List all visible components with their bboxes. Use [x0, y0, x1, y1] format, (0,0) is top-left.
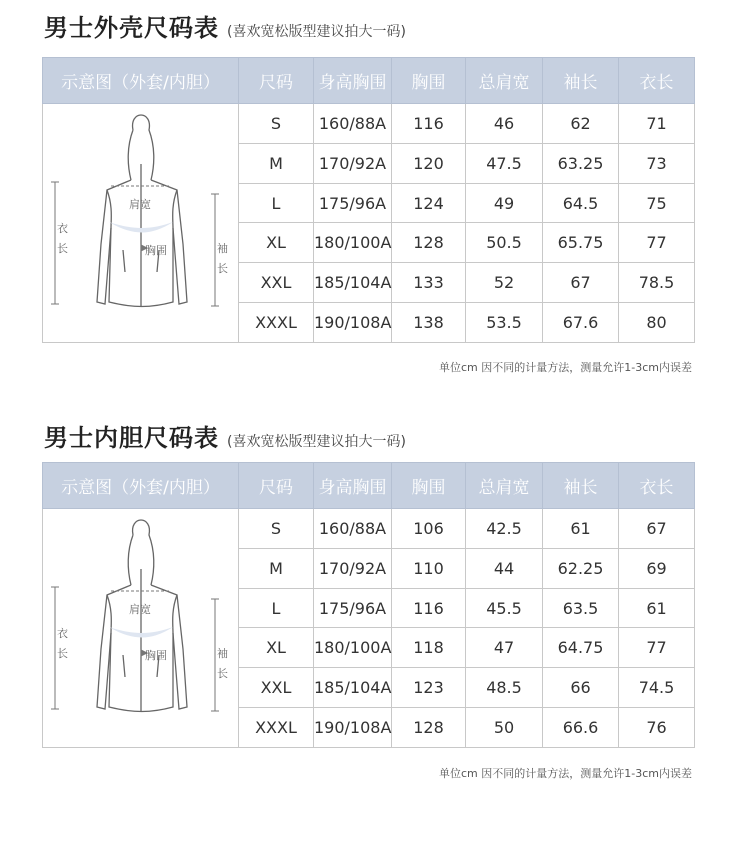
- cell-sleeve: 63.5: [543, 588, 619, 628]
- section-title: [44, 8, 406, 43]
- jacket-diagram: [43, 509, 239, 747]
- col-header-height-chest: 身高胸围: [314, 58, 392, 104]
- jacket-figure-cell: [43, 509, 239, 748]
- cell-shoulder: 49: [466, 183, 543, 223]
- col-header-size: 尺码: [239, 58, 314, 104]
- cell-chest: 124: [392, 183, 466, 223]
- cell-size: L: [239, 588, 314, 628]
- cell-sleeve: 62: [543, 104, 619, 144]
- cell-chest: 110: [392, 548, 466, 588]
- cell-height-chest: 170/92A: [314, 143, 392, 183]
- measurement-note: 单位cm 因不同的计量方法，测量允许1-3cm内误差: [439, 361, 692, 374]
- cell-sleeve: 63.25: [543, 143, 619, 183]
- cell-shoulder: 52: [466, 263, 543, 303]
- cell-sleeve: 62.25: [543, 548, 619, 588]
- header-row: [43, 58, 695, 104]
- sleeve-label-2: 长: [217, 262, 228, 275]
- cell-shoulder: 47: [466, 628, 543, 668]
- cell-length: 75: [619, 183, 695, 223]
- cell-size: XXXL: [239, 708, 314, 748]
- cell-sleeve: 67.6: [543, 303, 619, 343]
- cell-size: L: [239, 183, 314, 223]
- sleeve-label-1: 袖: [217, 242, 228, 255]
- cell-height-chest: 160/88A: [314, 104, 392, 144]
- cell-height-chest: 170/92A: [314, 548, 392, 588]
- col-header-shoulder: 总肩宽: [466, 463, 543, 509]
- cell-chest: 133: [392, 263, 466, 303]
- cell-height-chest: 175/96A: [314, 588, 392, 628]
- table-row: [43, 104, 695, 144]
- length-label-1: 衣: [57, 222, 68, 235]
- cell-size: S: [239, 509, 314, 549]
- shoulder-label: 肩宽: [129, 198, 151, 211]
- cell-shoulder: 48.5: [466, 668, 543, 708]
- chest-label: 胸围: [145, 649, 167, 662]
- cell-chest: 123: [392, 668, 466, 708]
- cell-chest: 128: [392, 223, 466, 263]
- shoulder-label: 肩宽: [129, 603, 151, 616]
- cell-shoulder: 44: [466, 548, 543, 588]
- cell-height-chest: 180/100A: [314, 628, 392, 668]
- cell-size: XXL: [239, 263, 314, 303]
- cell-height-chest: 185/104A: [314, 668, 392, 708]
- table-row: [43, 509, 695, 549]
- cell-chest: 106: [392, 509, 466, 549]
- cell-sleeve: 61: [543, 509, 619, 549]
- cell-shoulder: 42.5: [466, 509, 543, 549]
- cell-shoulder: 47.5: [466, 143, 543, 183]
- length-label-2: 长: [57, 647, 68, 660]
- cell-sleeve: 66: [543, 668, 619, 708]
- chest-label: 胸围: [145, 244, 167, 257]
- cell-chest: 120: [392, 143, 466, 183]
- cell-length: 76: [619, 708, 695, 748]
- cell-height-chest: 185/104A: [314, 263, 392, 303]
- cell-height-chest: 175/96A: [314, 183, 392, 223]
- col-header-length: 衣长: [619, 58, 695, 104]
- cell-chest: 128: [392, 708, 466, 748]
- cell-size: M: [239, 548, 314, 588]
- col-header-sleeve: 袖长: [543, 463, 619, 509]
- col-header-sleeve: 袖长: [543, 58, 619, 104]
- measurement-note: 单位cm 因不同的计量方法，测量允许1-3cm内误差: [439, 767, 692, 780]
- cell-sleeve: 67: [543, 263, 619, 303]
- col-header-length: 衣长: [619, 463, 695, 509]
- cell-size: M: [239, 143, 314, 183]
- cell-chest: 116: [392, 104, 466, 144]
- cell-shoulder: 50: [466, 708, 543, 748]
- cell-length: 78.5: [619, 263, 695, 303]
- jacket-diagram: [43, 104, 239, 342]
- cell-height-chest: 190/108A: [314, 303, 392, 343]
- jacket-figure-cell: [43, 104, 239, 343]
- cell-height-chest: 190/108A: [314, 708, 392, 748]
- cell-sleeve: 65.75: [543, 223, 619, 263]
- length-label-1: 衣: [57, 627, 68, 640]
- cell-shoulder: 50.5: [466, 223, 543, 263]
- length-label-2: 长: [57, 242, 68, 255]
- cell-shoulder: 53.5: [466, 303, 543, 343]
- table-title: 男士外壳尺码表: [44, 14, 219, 42]
- cell-length: 77: [619, 628, 695, 668]
- col-header-chest: 胸围: [392, 58, 466, 104]
- cell-size: S: [239, 104, 314, 144]
- col-header-chest: 胸围: [392, 463, 466, 509]
- cell-length: 69: [619, 548, 695, 588]
- cell-chest: 118: [392, 628, 466, 668]
- cell-sleeve: 64.5: [543, 183, 619, 223]
- table-subtitle: (喜欢宽松版型建议拍大一码): [227, 434, 406, 450]
- sleeve-label-2: 长: [217, 667, 228, 680]
- cell-chest: 116: [392, 588, 466, 628]
- cell-shoulder: 46: [466, 104, 543, 144]
- cell-sleeve: 64.75: [543, 628, 619, 668]
- cell-height-chest: 160/88A: [314, 509, 392, 549]
- cell-length: 61: [619, 588, 695, 628]
- header-row: [43, 463, 695, 509]
- col-header-shoulder: 总肩宽: [466, 58, 543, 104]
- table-subtitle: (喜欢宽松版型建议拍大一码): [227, 24, 406, 40]
- col-header-figure: 示意图（外套/内胆）: [43, 463, 239, 509]
- cell-size: XXL: [239, 668, 314, 708]
- cell-length: 74.5: [619, 668, 695, 708]
- cell-length: 80: [619, 303, 695, 343]
- section-title: [44, 418, 406, 453]
- col-header-height-chest: 身高胸围: [314, 463, 392, 509]
- cell-length: 77: [619, 223, 695, 263]
- sleeve-label-1: 袖: [217, 647, 228, 660]
- size-table-shell: [42, 57, 695, 343]
- cell-sleeve: 66.6: [543, 708, 619, 748]
- cell-size: XL: [239, 628, 314, 668]
- cell-size: XL: [239, 223, 314, 263]
- col-header-size: 尺码: [239, 463, 314, 509]
- cell-shoulder: 45.5: [466, 588, 543, 628]
- table-title: 男士内胆尺码表: [44, 424, 219, 452]
- cell-length: 67: [619, 509, 695, 549]
- cell-length: 71: [619, 104, 695, 144]
- cell-height-chest: 180/100A: [314, 223, 392, 263]
- size-table-liner: [42, 462, 695, 748]
- cell-chest: 138: [392, 303, 466, 343]
- cell-length: 73: [619, 143, 695, 183]
- col-header-figure: 示意图（外套/内胆）: [43, 58, 239, 104]
- cell-size: XXXL: [239, 303, 314, 343]
